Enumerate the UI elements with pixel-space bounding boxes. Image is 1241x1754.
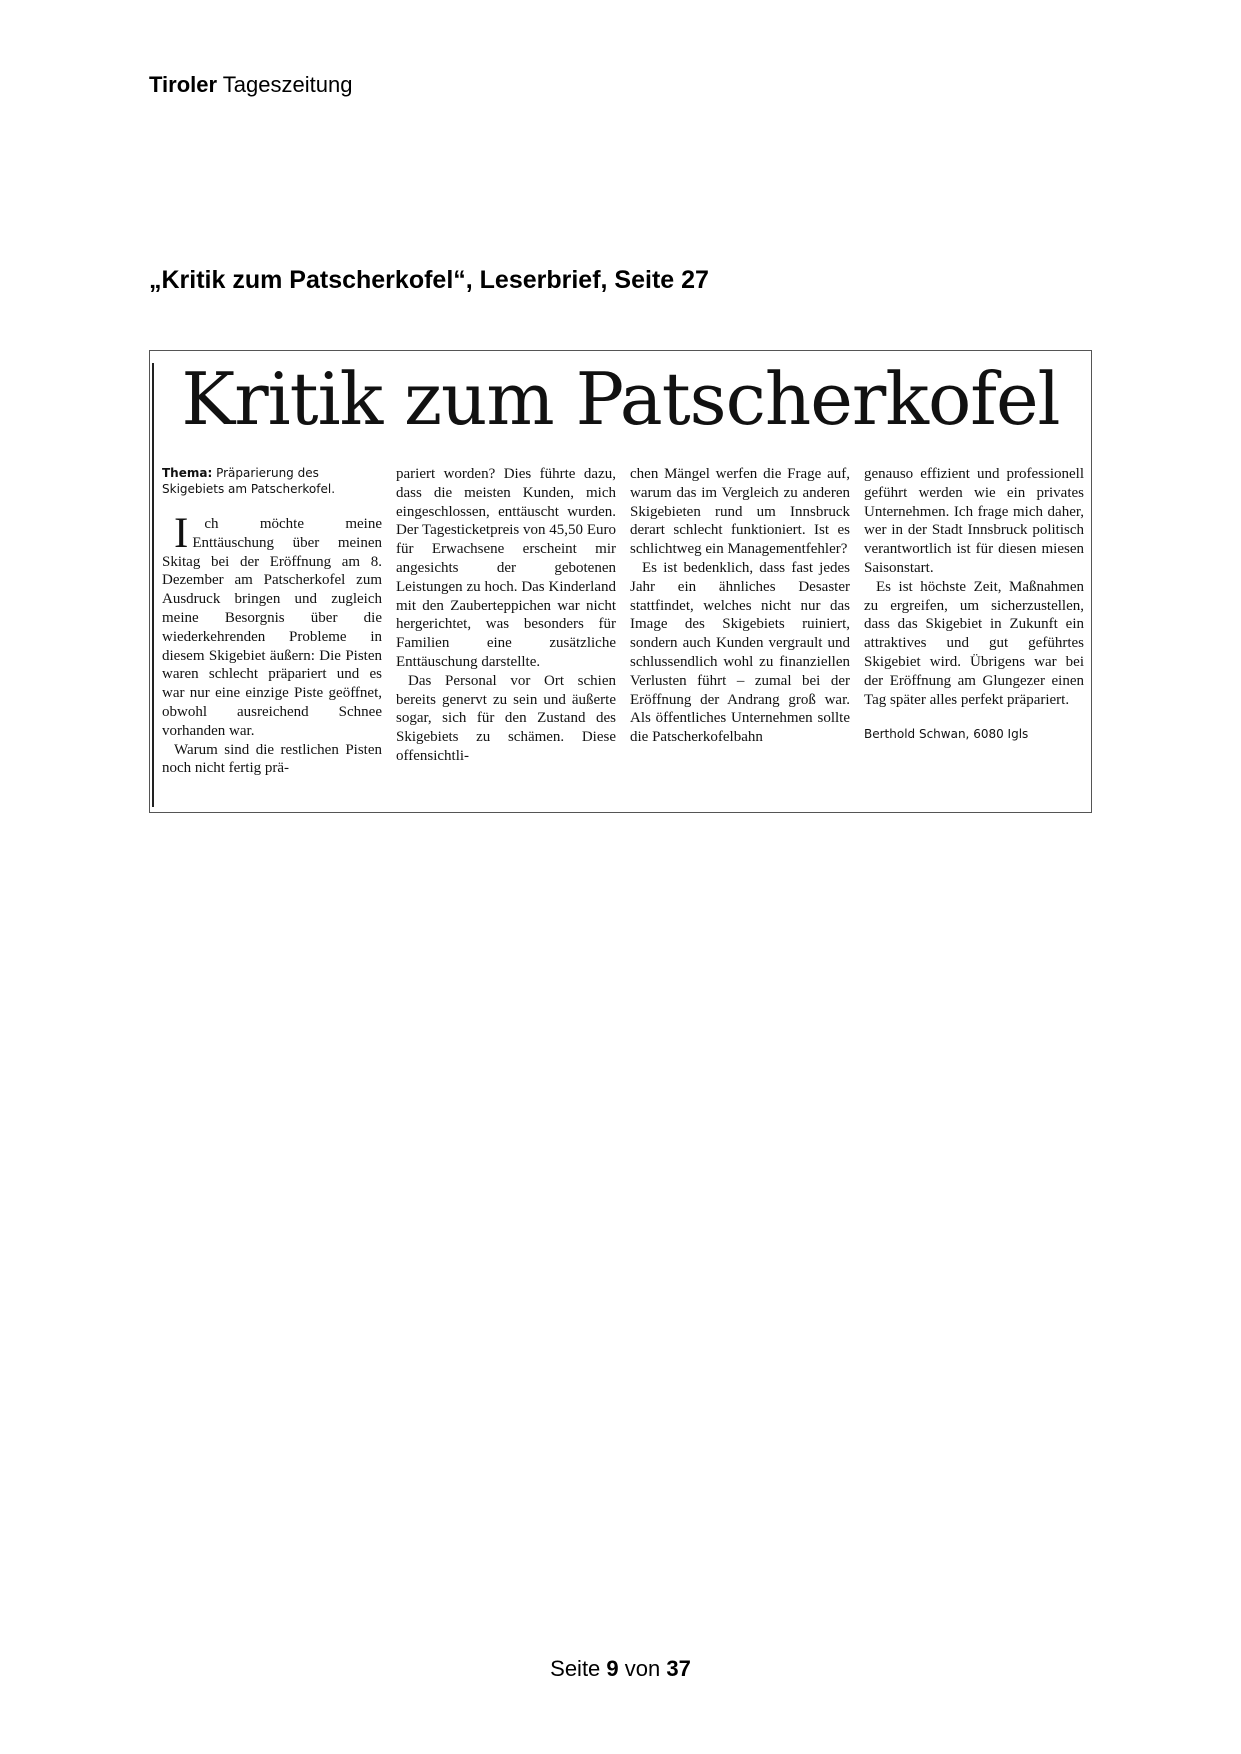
article-columns <box>162 465 1084 807</box>
thema-text: Präparierung des Skigebiets am Patscherkofel. <box>162 466 336 496</box>
paragraph: Warum sind die restlichen Pisten noch nicht fertig prä- <box>162 741 382 777</box>
page-current: 9 <box>606 1656 619 1681</box>
paragraph: chen Mängel werfen die Frage auf, warum das im Vergleich zu anderen Skigebieten rund um Innsbruck derart schlecht funktioniert. Ist es schlichtweg ein Managementfehler? <box>630 466 850 558</box>
drop-cap: I <box>174 510 189 557</box>
article-title: „Kritik zum Patscherkofel“, Leserbrief, Seite 27 <box>149 266 709 294</box>
page-total: 37 <box>666 1656 691 1681</box>
column-2 <box>396 465 616 807</box>
clipping-headline: Kritik zum Patscherkofel <box>181 357 1060 441</box>
author-signature: Berthold Schwan, 6080 Igls <box>864 727 1029 742</box>
brand-bold: Tiroler <box>149 72 218 97</box>
thema-line <box>162 465 382 497</box>
page-number <box>0 1656 1241 1682</box>
page-prefix: Seite <box>550 1656 607 1681</box>
thema-label: Thema: <box>162 466 213 480</box>
paragraph: genauso effizient und professionell geführt werden wie ein privates Unternehmen. Ich frage mich daher, wer in der Stadt Innsbruck politisch verantwortlich ist für diesen miesen Saisonstart. <box>864 466 1084 576</box>
paragraph: Es ist bedenklich, dass fast jedes Jahr ein ähnliches Desaster stattfindet, welches nicht nur das Image des Skigebiets ruiniert, sondern auch Kunden vergrault und schlussendlich wohl zu finanziellen Verlusten führt – zumal bei der Eröffnung der Andrang groß war. Als öffentliches Unternehmen sollte die Patscherkofelbahn <box>630 559 850 746</box>
brand-rest: Tageszeitung <box>217 72 353 97</box>
newspaper-brand <box>149 72 352 98</box>
paragraph: pariert worden? Dies führte dazu, dass die meisten Kunden, mich eingeschlossen, enttäuscht wurden. Der Tagesticketpreis von 45,50 Euro für Erwachsene erscheint mir angesichts der gebotenen Leistungen zu hoch. Das Kinderland mit den Zauberteppichen war nicht hergerichtet, was besonders für Familien eine zusätzliche Enttäuschung darstellte. <box>396 466 616 670</box>
paragraph: Es ist höchste Zeit, Maßnahmen zu ergreifen, um sicherzustellen, dass das Skigebiet in Zukunft ein attraktives und gut geführtes Skigebiet wird. Übrigens war bei der Eröffnung am Glungezer einen Tag später alles perfekt präpariert. <box>864 578 1084 708</box>
column-4 <box>864 465 1084 807</box>
column-3 <box>630 465 850 807</box>
paragraph <box>162 510 382 741</box>
page-middle: von <box>618 1656 667 1681</box>
paragraph: Das Personal vor Ort schien bereits genervt zu sein und äußerte sogar, sich für den Zustand des Skigebiets zu schämen. Diese offensichtli- <box>396 672 616 764</box>
newspaper-clipping <box>149 350 1092 813</box>
column-1 <box>162 465 382 807</box>
paragraph-text: ch möchte meine Enttäuschung über meinen Skitag bei der Eröffnung am 8. Dezember am Patscherkofel zum Ausdruck bringen und zugleich meine Besorgnis über die wiederkehrenden Probleme in diesem Skigebiet äußern: Die Pisten waren schlecht präpariert und es war nur eine einzige Piste geöffnet, obwohl ausreichend Schnee vorhanden war. <box>162 516 382 739</box>
